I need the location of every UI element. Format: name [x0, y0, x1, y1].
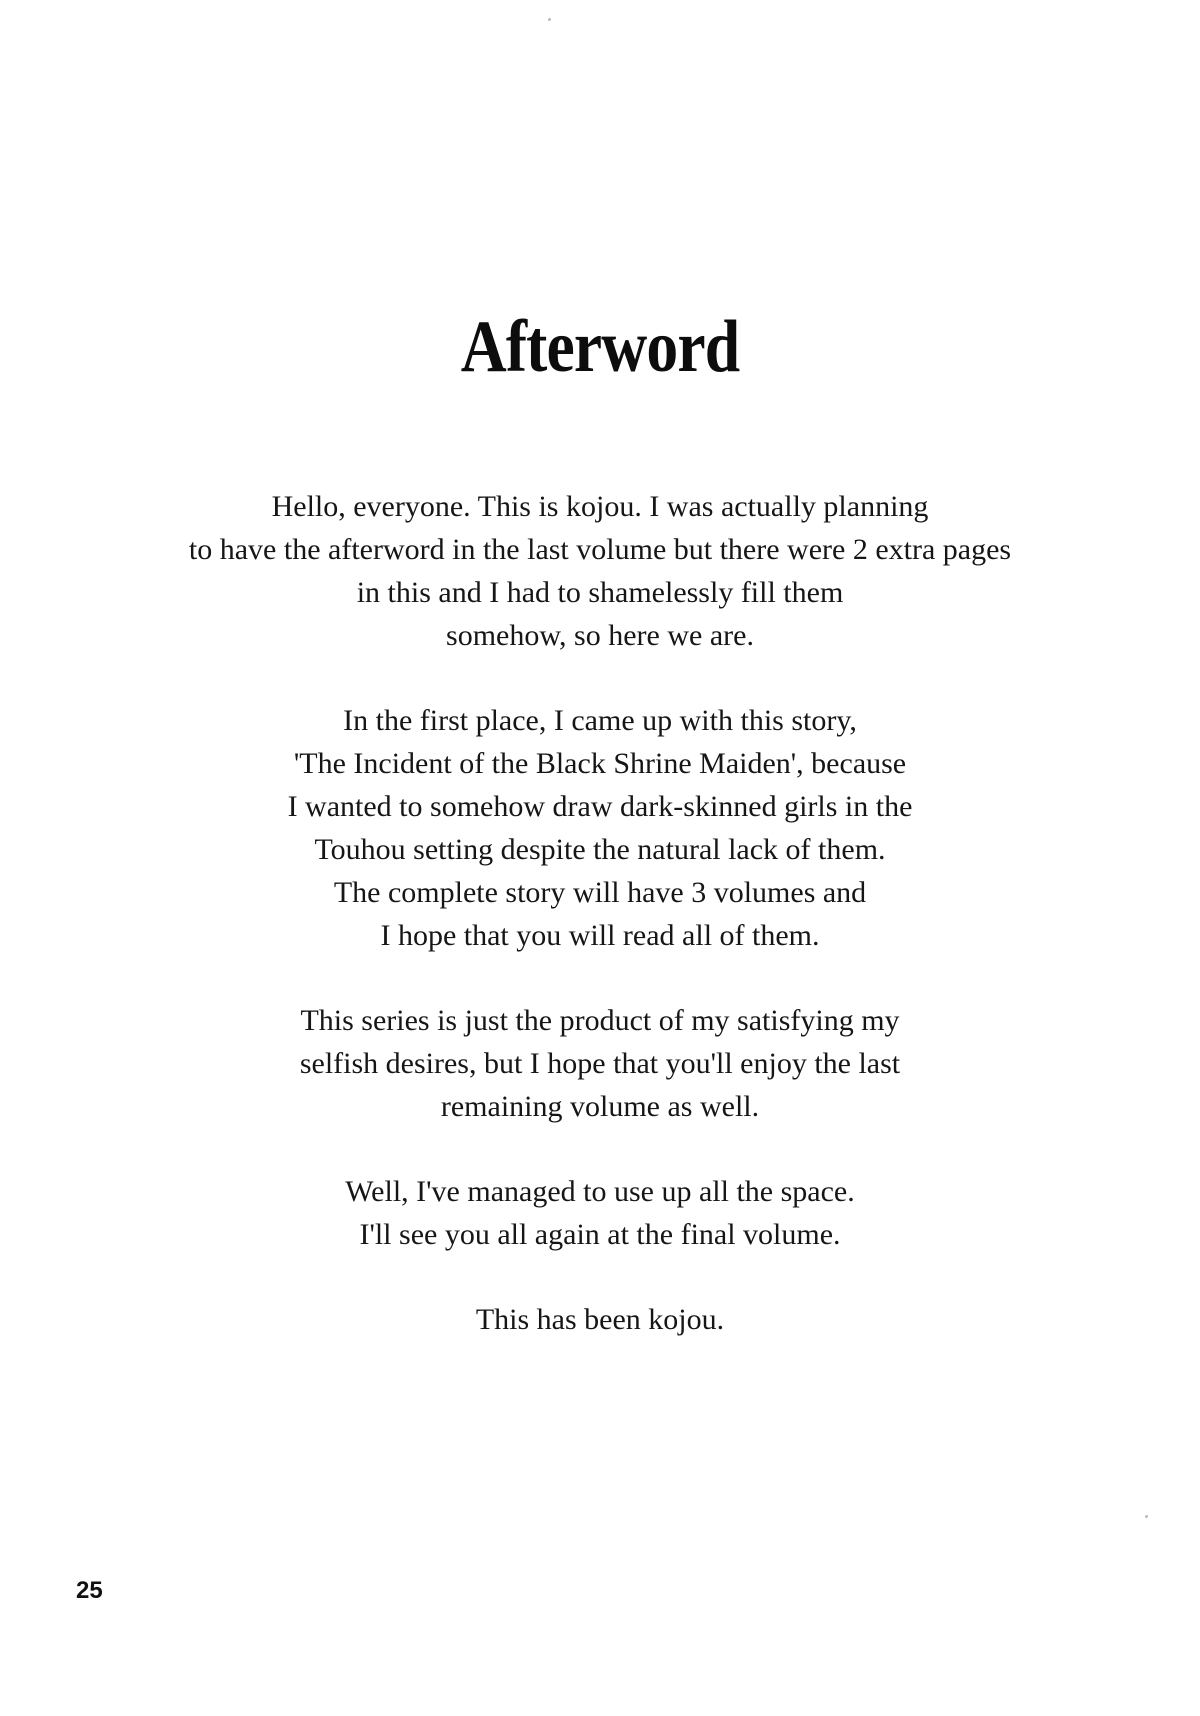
paper-speck: [1145, 1515, 1148, 1518]
paragraph-story-origin: [0, 699, 1200, 957]
text-line: somehow, so here we are.: [446, 619, 754, 652]
text-line: In the first place, I came up with this story,: [343, 704, 857, 737]
text-line: remaining volume as well.: [440, 1090, 760, 1123]
paragraph-series-note: [0, 999, 1200, 1128]
text-line: I wanted to somehow draw dark-skinned girls in the: [287, 790, 913, 823]
text-line: Hello, everyone. This is kojou. I was actually planning: [271, 490, 929, 523]
text-line: selfish desires, but I hope that you'll enjoy the last: [299, 1047, 901, 1080]
text-line: This has been kojou.: [475, 1303, 725, 1336]
paragraph-closing: [0, 1170, 1200, 1256]
text-line: to have the afterword in the last volume but there were 2 extra pages: [188, 533, 1012, 566]
paragraph-signoff: [0, 1298, 1200, 1341]
paper-speck: [548, 18, 551, 21]
page-number: 25: [76, 1577, 103, 1604]
text-line: I hope that you will read all of them.: [380, 919, 820, 952]
text-line: Touhou setting despite the natural lack of them.: [314, 833, 886, 866]
text-line: in this and I had to shamelessly fill them: [356, 576, 844, 609]
page-title: Afterword: [460, 305, 740, 388]
text-line: This series is just the product of my satisfying my: [300, 1004, 900, 1037]
paragraph-greeting: [0, 485, 1200, 657]
text-line: I'll see you all again at the final volume.: [359, 1218, 841, 1251]
text-line: The complete story will have 3 volumes and: [333, 876, 867, 909]
text-line: Well, I've managed to use up all the space.: [345, 1175, 855, 1208]
text-line: 'The Incident of the Black Shrine Maiden', because: [293, 747, 907, 780]
afterword-text: [0, 485, 1200, 1383]
